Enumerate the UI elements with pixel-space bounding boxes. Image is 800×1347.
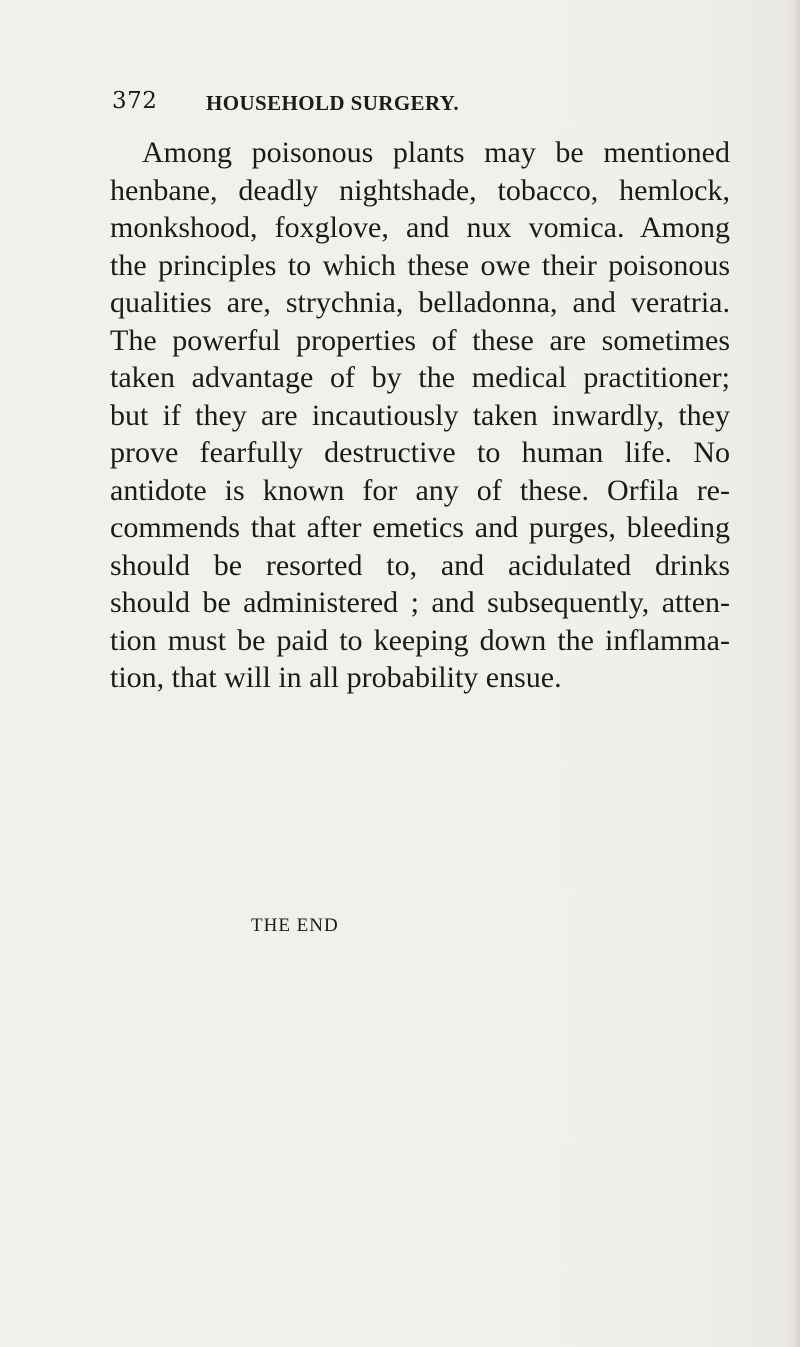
running-head [112,88,712,122]
text-line: monkshood, foxglove, and nux vomica. Among [110,211,730,244]
text-line: antidote is known for any of these. Orfila re- [110,473,730,507]
text-line: but if they are incautiously taken inwardly, they [110,398,730,432]
text-line: tion must be paid to keeping down the inflamma- [110,623,730,657]
text-line: tion, that will in all probability ensue. [110,661,562,694]
text-line: henbane, deadly nightshade, tobacco, hemlock, [110,173,730,207]
running-title: HOUSEHOLD SURGERY. [206,91,460,115]
text-line: the principles to which these owe their poisonous [110,248,730,282]
text-line: should be resorted to, and acidulated drinks [110,548,730,582]
text-line: qualities are, strychnia, belladonna, and veratria. [110,286,730,319]
body-paragraph [110,134,730,697]
page-number: 372 [112,88,158,114]
text-line: should be administered ; and subsequently, atten- [110,586,730,619]
text-line: commends that after emetics and purges, bleeding [110,511,730,544]
the-end-colophon: THE END [251,915,339,936]
text-line: Among poisonous plants may be mentioned [142,136,730,169]
page-edge-shadow [790,0,800,1347]
text-line: prove fearfully destructive to human life. No [110,436,730,469]
text-line: taken advantage of by the medical practitioner; [110,361,730,394]
text-line: The powerful properties of these are sometimes [110,323,730,357]
